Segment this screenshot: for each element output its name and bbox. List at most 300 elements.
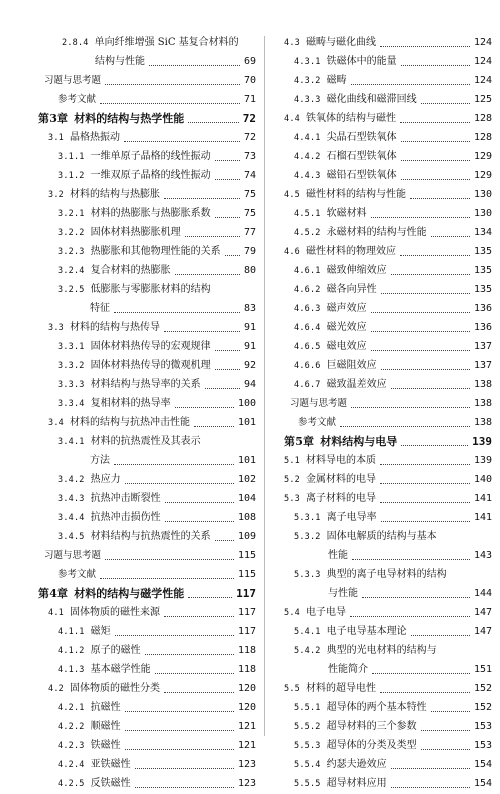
toc-dot-leader	[188, 122, 238, 123]
toc-entry-title: 离子材料的电导	[305, 493, 376, 504]
toc-entry-title: 超导材料的三个参数	[326, 721, 417, 732]
toc-page-number: 138	[473, 379, 492, 390]
toc-entry-text	[294, 702, 427, 713]
toc-dot-leader	[401, 160, 470, 161]
toc-entry	[284, 679, 492, 698]
toc-entry-title: 材料的结构与热传导	[69, 322, 160, 333]
toc-dot-leader	[371, 217, 470, 218]
toc-entry	[284, 565, 492, 584]
toc-page-number: 135	[473, 265, 492, 276]
toc-entry	[284, 698, 492, 717]
toc-entry-number: 3.4.1	[58, 437, 85, 447]
toc-entry-title: 铁磁体中的能量	[326, 56, 397, 67]
toc-entry-title: 磁畴	[326, 75, 347, 86]
toc-page-number: 102	[237, 474, 256, 485]
toc-entry	[284, 128, 492, 147]
toc-entry	[38, 698, 256, 717]
toc-entry-text	[90, 303, 110, 314]
toc-entry-text	[284, 493, 376, 504]
toc-entry-text	[48, 607, 160, 618]
toc-entry-number: 5.3.1	[294, 513, 321, 523]
toc-entry-title: 磁各向异性	[326, 284, 377, 295]
toc-entry	[284, 774, 492, 793]
toc-entry-text	[58, 227, 181, 238]
toc-entry-text	[284, 607, 346, 618]
toc-page-number: 143	[473, 550, 492, 561]
toc-entry-title: 原子的磁性	[90, 645, 141, 656]
toc-entry-text	[294, 132, 397, 143]
toc-entry	[284, 527, 492, 546]
toc-page-number: 69	[243, 56, 256, 67]
toc-page-number: 73	[243, 151, 256, 162]
toc-dot-leader	[100, 578, 234, 579]
toc-entry-title: 性能简介	[328, 664, 368, 675]
toc-entry-title: 材料的结构与磁学性能	[74, 587, 185, 600]
toc-page-number: 124	[473, 75, 492, 86]
toc-page-number: 124	[473, 37, 492, 48]
toc-entry	[284, 736, 492, 755]
toc-dot-leader	[431, 711, 470, 712]
toc-entry-title: 材料的热膨胀与热膨胀系数	[90, 208, 211, 219]
toc-entry	[38, 755, 256, 774]
toc-entry	[38, 489, 256, 508]
toc-entry-title: 磁致温差效应	[326, 379, 387, 390]
toc-entry-number: 3.3.4	[58, 399, 85, 409]
toc-entry	[38, 375, 256, 394]
toc-page-number: 94	[243, 379, 256, 390]
toc-entry-text	[52, 94, 96, 105]
toc-dot-leader	[125, 749, 234, 750]
toc-dot-leader	[371, 331, 470, 332]
toc-entry-text	[58, 436, 201, 447]
toc-entry	[38, 774, 256, 793]
toc-entry-text	[58, 512, 161, 523]
toc-entry-number: 4.5.1	[294, 209, 321, 219]
toc-entry-number: 4.3.1	[294, 57, 321, 67]
toc-page-number: 152	[473, 683, 492, 694]
toc-entry-text	[48, 189, 160, 200]
toc-dot-leader	[165, 502, 234, 503]
toc-entry-title: 方法	[90, 455, 110, 466]
toc-entry-number: 3.2.3	[58, 247, 85, 257]
toc-entry-text	[328, 664, 368, 675]
toc-entry-number: 4.2.3	[58, 741, 85, 751]
toc-entry-title: 低膨胀与零膨胀材料的结构	[90, 284, 211, 295]
toc-page-number: 74	[243, 170, 256, 181]
toc-dot-leader	[351, 407, 470, 408]
toc-entry	[284, 318, 492, 337]
toc-entry-title: 晶格热振动	[69, 132, 120, 143]
toc-entry-text	[58, 493, 161, 504]
toc-dot-leader	[175, 274, 240, 275]
toc-page-number: 151	[473, 664, 492, 675]
toc-entry-text	[284, 474, 376, 485]
toc-dot-leader	[164, 331, 240, 332]
toc-entry	[38, 185, 256, 204]
toc-entry-text	[294, 360, 377, 371]
toc-dot-leader	[215, 160, 240, 161]
toc-entry-text	[58, 474, 121, 485]
toc-entry-number: 5.5.4	[294, 760, 321, 770]
toc-page-number: 117	[237, 607, 256, 618]
toc-entry-title: 固体材料热膨胀机理	[90, 227, 181, 238]
toc-dot-leader	[380, 46, 470, 47]
toc-entry-text	[38, 112, 184, 125]
toc-entry-text	[58, 379, 201, 390]
toc-page-number: 154	[473, 759, 492, 770]
toc-entry-number: 5.5.1	[294, 703, 321, 713]
toc-entry-title: 超导体的分类及类型	[326, 740, 417, 751]
toc-entry-text	[294, 284, 377, 295]
toc-entry-title: 参考文献	[58, 94, 97, 105]
toc-dot-leader	[380, 464, 470, 465]
toc-entry-number: 4.4.2	[294, 152, 321, 162]
toc-entry-title: 材料结构与抗热震性的关系	[90, 531, 211, 542]
toc-entry	[38, 90, 256, 109]
toc-entry-number: 4.3.3	[294, 95, 321, 105]
toc-entry-title: 电子电导基本理论	[326, 626, 407, 637]
toc-entry-text	[58, 170, 211, 181]
toc-page-number: 91	[243, 341, 256, 352]
toc-entry	[284, 299, 492, 318]
toc-entry-title: 磁化曲线和磁滞回线	[326, 94, 417, 105]
toc-entry-title: 材料的抗热震性及其表示	[90, 436, 201, 447]
toc-entry-number: 3.1	[48, 133, 64, 143]
toc-entry-text	[284, 435, 397, 448]
toc-page-number: 120	[237, 683, 256, 694]
toc-entry-text	[62, 37, 239, 48]
toc-entry-title: 固体物质的磁性来源	[69, 607, 160, 618]
toc-entry-text	[294, 94, 417, 105]
toc-entry-number: 4.6.2	[294, 285, 321, 295]
toc-dot-leader	[380, 502, 470, 503]
toc-page-number: 147	[473, 626, 492, 637]
toc-page-number: 79	[243, 246, 256, 257]
toc-dot-leader	[380, 483, 470, 484]
toc-entry-title: 材料结构与电导	[320, 435, 398, 448]
toc-entry-text	[284, 455, 376, 466]
toc-dot-leader	[381, 521, 470, 522]
toc-entry-title: 习题与思考题	[44, 75, 102, 86]
toc-page-number: 135	[473, 284, 492, 295]
toc-page-number: 75	[243, 208, 256, 219]
toc-entry	[38, 147, 256, 166]
toc-entry-text	[48, 132, 120, 143]
toc-dot-leader	[135, 768, 234, 769]
toc-page-number: 125	[473, 94, 492, 105]
toc-page-number: 77	[243, 227, 256, 238]
toc-dot-leader	[401, 445, 468, 446]
toc-entry	[284, 470, 492, 489]
toc-page-number: 123	[237, 759, 256, 770]
toc-entry	[38, 71, 256, 90]
toc-entry-number: 3.4	[48, 418, 64, 428]
toc-entry-text	[58, 360, 211, 371]
toc-entry-text	[38, 587, 184, 600]
toc-entry-title: 固体材料热传导的微观机理	[90, 360, 211, 371]
toc-dot-leader	[431, 236, 470, 237]
toc-entry-title: 金属材料的电导	[305, 474, 376, 485]
toc-entry-number: 3.1.1	[58, 152, 85, 162]
toc-entry-number: 第4章	[38, 587, 69, 600]
toc-dot-leader	[215, 350, 240, 351]
toc-dot-leader	[164, 616, 234, 617]
toc-dot-leader	[400, 255, 470, 256]
toc-page-number: 100	[237, 398, 256, 409]
toc-dot-leader	[371, 350, 470, 351]
toc-entry	[38, 470, 256, 489]
toc-entry-number: 4.6	[284, 247, 300, 257]
toc-entry-title: 抗热冲击断裂性	[90, 493, 161, 504]
toc-entry-title: 材料结构与热导率的关系	[90, 379, 201, 390]
toc-dot-leader	[125, 711, 234, 712]
toc-dot-leader	[205, 388, 240, 389]
toc-page-number: 144	[473, 588, 492, 599]
toc-entry-text	[284, 113, 396, 124]
toc-entry-title: 离子电导率	[326, 512, 377, 523]
toc-entry-number: 4.4.3	[294, 171, 321, 181]
toc-entry-number: 第3章	[38, 112, 69, 125]
toc-dot-leader	[164, 692, 234, 693]
toc-page-number: 118	[237, 645, 256, 656]
toc-dot-leader	[371, 312, 470, 313]
toc-page-number: 141	[473, 493, 492, 504]
toc-entry-number: 5.3	[284, 494, 300, 504]
toc-page-number: 80	[243, 265, 256, 276]
toc-entry-text	[294, 170, 397, 181]
toc-entry-number: 3.4.3	[58, 494, 85, 504]
toc-entry-text	[58, 740, 121, 751]
toc-entry-text	[58, 284, 211, 295]
toc-entry-number: 3.4.5	[58, 532, 85, 542]
toc-entry-title: 磁铅石型铁氧体	[326, 170, 397, 181]
toc-entry	[38, 318, 256, 337]
toc-entry-title: 抗热冲击损伤性	[90, 512, 161, 523]
toc-entry-title: 软磁材料	[326, 208, 367, 219]
toc-entry	[38, 261, 256, 280]
toc-page-number: 115	[237, 569, 256, 580]
toc-dot-leader	[185, 236, 240, 237]
toc-entry	[284, 204, 492, 223]
toc-entry-title: 一维双原子晶格的线性振动	[90, 170, 211, 181]
toc-entry-title: 永磁材料的结构与性能	[326, 227, 427, 238]
toc-dot-leader	[391, 388, 470, 389]
toc-entry-title: 材料的结构与热学性能	[74, 112, 185, 125]
toc-entry	[284, 242, 492, 261]
toc-page-number: 92	[243, 360, 256, 371]
toc-entry-text	[58, 721, 121, 732]
toc-entry-number: 3.1.2	[58, 171, 85, 181]
toc-entry-text	[294, 322, 367, 333]
toc-entry-title: 习题与思考题	[44, 550, 102, 561]
toc-entry-number: 4.6.5	[294, 342, 321, 352]
toc-page-number: 154	[473, 778, 492, 789]
toc-entry-title: 固体电解质的结构与基本	[326, 531, 437, 542]
toc-entry-text	[284, 398, 347, 409]
toc-dot-leader	[401, 179, 470, 180]
toc-page-number: 128	[473, 113, 492, 124]
toc-entry	[38, 33, 256, 52]
toc-entry	[284, 375, 492, 394]
toc-dot-leader	[155, 673, 234, 674]
toc-entry-text	[294, 151, 397, 162]
toc-entry-title: 磁性材料的结构与性能	[305, 189, 406, 200]
toc-entry-text	[294, 56, 397, 67]
toc-entry-title: 固体材料热传导的宏观规律	[90, 341, 211, 352]
toc-dot-leader	[125, 483, 234, 484]
toc-dot-leader	[149, 65, 240, 66]
toc-entry-number: 4.6.7	[294, 380, 321, 390]
toc-entry	[284, 185, 492, 204]
toc-dot-leader	[215, 179, 240, 180]
toc-entry-number: 5.5.3	[294, 741, 321, 751]
toc-page-number: 72	[243, 132, 256, 143]
toc-chapter-entry	[284, 432, 492, 451]
toc-entry-number: 4.2.5	[58, 779, 85, 789]
toc-dot-leader	[194, 426, 234, 427]
toc-entry-text	[294, 759, 387, 770]
toc-entry-title: 热膨胀和其他物理性能的关系	[90, 246, 221, 257]
toc-entry-title: 抗磁性	[90, 702, 121, 713]
toc-entry-title: 与性能	[328, 588, 358, 599]
toc-entry-text	[294, 626, 407, 637]
toc-entry	[38, 223, 256, 242]
toc-entry	[284, 52, 492, 71]
toc-entry-text	[294, 227, 427, 238]
toc-entry-number: 4.3	[284, 38, 300, 48]
toc-entry	[38, 451, 256, 470]
toc-page-number: 136	[473, 303, 492, 314]
toc-entry-title: 磁电效应	[326, 341, 367, 352]
toc-dot-leader	[215, 217, 240, 218]
toc-entry-title: 一维单原子晶格的线性振动	[90, 151, 211, 162]
toc-entry-text	[58, 398, 171, 409]
toc-dot-leader	[164, 198, 240, 199]
toc-dot-leader	[125, 730, 234, 731]
toc-entry-text	[294, 379, 387, 390]
toc-page-number: 104	[237, 493, 256, 504]
toc-entry	[284, 546, 492, 565]
toc-entry-text	[294, 341, 367, 352]
toc-page-number: 117	[236, 587, 256, 600]
toc-entry	[284, 147, 492, 166]
toc-entry-title: 磁畴与磁化曲线	[305, 37, 376, 48]
toc-dot-leader	[380, 692, 470, 693]
toc-entry-title: 固体物质的磁性分类	[69, 683, 160, 694]
toc-dot-leader	[421, 730, 470, 731]
toc-entry-number: 4.6.1	[294, 266, 321, 276]
toc-entry-number: 4.1.3	[58, 665, 85, 675]
toc-page-number: 135	[473, 246, 492, 257]
toc-page-number: 70	[243, 75, 256, 86]
toc-page-number: 121	[237, 721, 256, 732]
toc-entry	[284, 90, 492, 109]
toc-entry	[38, 527, 256, 546]
toc-entry	[284, 223, 492, 242]
toc-entry-number: 4.6.3	[294, 304, 321, 314]
toc-dot-leader	[225, 255, 240, 256]
column-divider	[264, 36, 265, 736]
toc-entry-text	[284, 189, 406, 200]
toc-dot-leader	[215, 369, 240, 370]
toc-entry	[38, 52, 256, 71]
toc-entry	[284, 717, 492, 736]
toc-page-number: 134	[473, 227, 492, 238]
toc-dot-leader	[372, 673, 470, 674]
toc-entry-text	[284, 37, 376, 48]
toc-page-number: 115	[237, 550, 256, 561]
toc-entry-text	[52, 569, 96, 580]
toc-page-number: 130	[473, 208, 492, 219]
toc-entry-title: 磁矩	[90, 626, 111, 637]
toc-dot-leader	[421, 749, 470, 750]
toc-entry-number: 3.4.2	[58, 475, 85, 485]
toc-entry-number: 5.3.2	[294, 532, 321, 542]
toc-entry	[284, 508, 492, 527]
toc-entry-title: 铁氧体的结构与磁性	[305, 113, 396, 124]
toc-entry	[38, 641, 256, 660]
toc-entry	[38, 432, 256, 451]
toc-entry-number: 4.5	[284, 190, 300, 200]
toc-entry-text	[58, 702, 121, 713]
toc-entry-number: 5.4.1	[294, 627, 321, 637]
toc-entry-text	[294, 512, 377, 523]
toc-page-number: 108	[237, 512, 256, 523]
toc-dot-leader	[362, 597, 470, 598]
toc-dot-leader	[124, 141, 240, 142]
toc-page-number: 152	[473, 702, 492, 713]
toc-entry	[38, 717, 256, 736]
toc-entry-number: 4.2	[48, 684, 64, 694]
toc-dot-leader	[114, 464, 234, 465]
toc-entry	[38, 546, 256, 565]
toc-entry-title: 参考文献	[298, 417, 337, 428]
toc-entry-text	[58, 759, 131, 770]
toc-page-number: 139	[473, 455, 492, 466]
toc-entry-title: 巨磁阻效应	[326, 360, 377, 371]
toc-entry-number: 5.5.5	[294, 779, 321, 789]
toc-page-number: 130	[473, 189, 492, 200]
toc-entry-title: 习题与思考题	[290, 398, 348, 409]
toc-entry-title: 磁声效应	[326, 303, 367, 314]
toc-entry-title: 复相材料的热导率	[90, 398, 171, 409]
toc-entry-number: 3.2.1	[58, 209, 85, 219]
toc-entry-title: 磁性材料的物理效应	[305, 246, 396, 257]
toc-entry-number: 3.4.4	[58, 513, 85, 523]
toc-entry-text	[58, 645, 141, 656]
toc-page-number: 101	[237, 455, 256, 466]
toc-entry	[38, 242, 256, 261]
toc-dot-leader	[421, 103, 470, 104]
toc-entry-number: 5.4	[284, 608, 300, 618]
toc-entry-text	[58, 246, 221, 257]
toc-entry-number: 4.6.6	[294, 361, 321, 371]
toc-entry	[38, 204, 256, 223]
toc-dot-leader	[352, 559, 470, 560]
toc-entry-title: 材料的结构与抗热冲击性能	[69, 417, 190, 428]
toc-entry-text	[58, 664, 151, 675]
toc-dot-leader	[105, 84, 240, 85]
toc-entry-title: 性能	[328, 550, 348, 561]
toc-entry-text	[292, 417, 336, 428]
toc-entry	[284, 280, 492, 299]
toc-page-number: 147	[473, 607, 492, 618]
toc-entry-text	[294, 645, 437, 656]
toc-entry-text	[38, 550, 101, 561]
toc-entry-title: 顺磁性	[90, 721, 121, 732]
toc-page-number: 91	[243, 322, 256, 333]
toc-entry-title: 亚铁磁性	[90, 759, 131, 770]
